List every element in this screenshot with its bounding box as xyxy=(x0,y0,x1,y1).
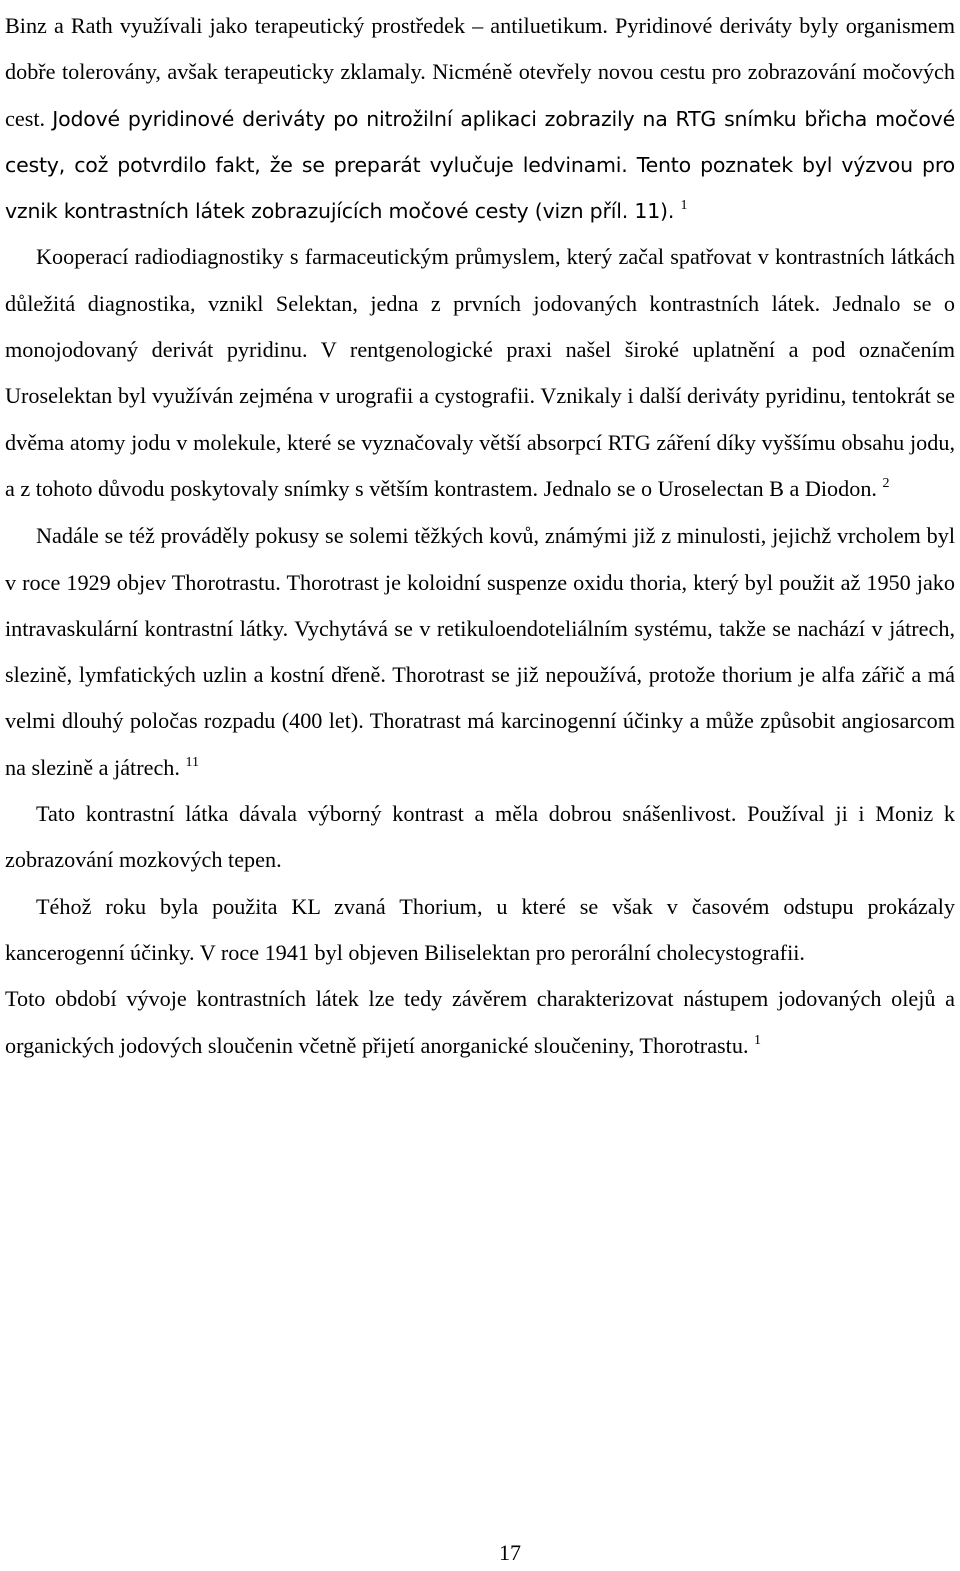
citation-ref: 1 xyxy=(754,1032,762,1048)
paragraph-selektan xyxy=(5,234,955,512)
citation-ref: 11 xyxy=(185,754,199,770)
paragraph-text: Binz a Rath využívali jako terapeutický prostředek – antiluetikum. Pyridinové deriváty byly organismem dobře tolerovány, avšak terapeuticky zklamaly. Nicméně otevřely novou cestu pro zobrazování močových cest. xyxy=(5,13,955,131)
paragraph-text: Toto období vývoje kontrastních látek lze tedy závěrem charakterizovat nástupem jodovaných olejů a organických jodových sloučenin včetně přijetí anorganické sloučeniny, Thorotrastu. xyxy=(5,986,955,1058)
paragraph-text: Téhož roku byla použita KL zvaná Thorium, u které se však v časovém odstupu prokázaly kancerogenní účinky. V roce 1941 byl objeven Biliselektan pro perorální cholecystografii. xyxy=(5,893,955,965)
page-number: 17 xyxy=(499,1540,521,1565)
paragraph-conclusion xyxy=(5,976,955,1069)
paragraph-pyridine-derivatives xyxy=(5,3,955,234)
paragraph-text: Tato kontrastní látka dávala výborný kontrast a měla dobrou snášenlivost. Používal ji i Moniz k zobrazování mozkových tepen. xyxy=(5,801,955,873)
paragraph-text: Kooperací radiodiagnostiky s farmaceutickým průmyslem, který začal spatřovat v kontrastních látkách důležitá diagnostika, vznikl Selektan, jedna z prvních jodovaných kontrastních látek. Jednalo se o monojodovaný derivát pyridinu. V rentgenologické praxi našel široké uplatnění a pod označením Uroselektan byl využíván zejména v urografii a cystografii. Vznikaly i další deriváty pyridinu, tentokrát se dvěma atomy jodu v molekule, které se vyznačovaly větší absorpcí RTG záření díky vyššímu obsahu jodu, a z tohoto důvodu poskytovaly snímky s větším kontrastem. Jednalo se o Uroselectan B a Diodon. xyxy=(5,244,955,501)
paragraph-thorotrast xyxy=(5,513,955,791)
paragraph-text: Jodové pyridinové deriváty po nitrožilní aplikaci zobrazily na RTG snímku břicha močové cesty, což potvrdilo fakt, že se preparát vylučuje ledvinami. Tento poznatek byl výzvou pro vznik kontrastních látek zobrazujících močové cesty (vizn příl. 11). xyxy=(5,106,956,224)
paragraph-thorium xyxy=(5,884,955,977)
paragraph-text: Nadále se též prováděly pokusy se solemi těžkých kovů, známými již z minulosti, jejichž vrcholem byl v roce 1929 objev Thorotrastu. Thorotrast je koloidní suspenze oxidu thoria, který byl použit až 1950 jako intravaskulární kontrastní látky. Vychytává se v retikuloendoteliálním systému, takže se nachází v játrech, slezině, lymfatických uzlin a kostní dřeně. Thorotrast se již nepoužívá, protože thorium je alfa zářič a má velmi dlouhý poločas rozpadu (400 let). Thoratrast má karcinogenní účinky a může způsobit angiosarcom na slezině a játrech. xyxy=(5,523,955,780)
citation-ref: 1 xyxy=(680,198,688,214)
page-body xyxy=(5,3,955,1069)
citation-ref: 2 xyxy=(882,475,890,491)
paragraph-contrast-tolerance xyxy=(5,791,955,884)
